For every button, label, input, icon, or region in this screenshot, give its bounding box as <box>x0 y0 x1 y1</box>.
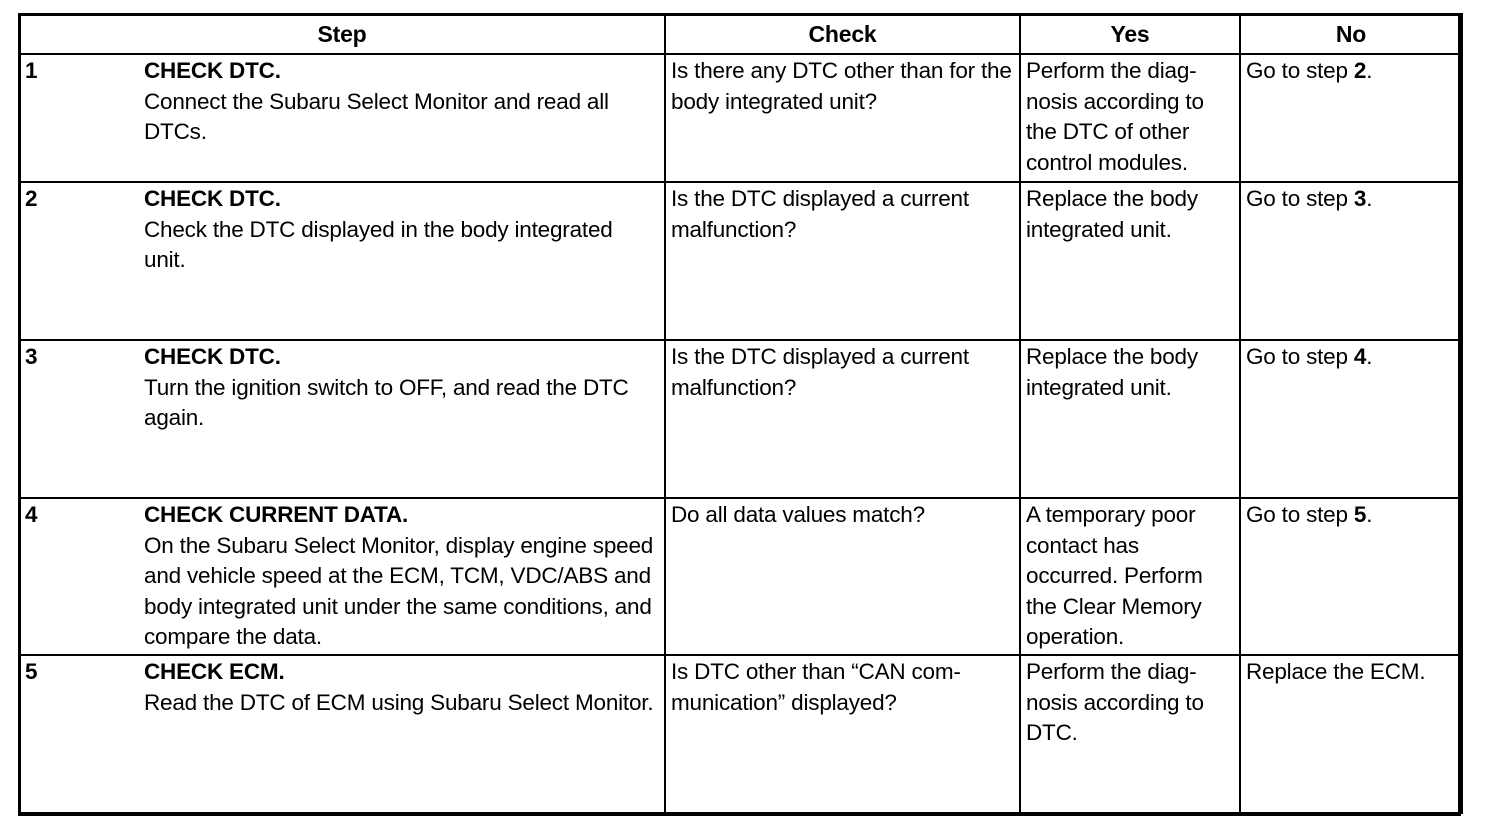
no-step-number: 2 <box>1353 58 1367 83</box>
no-step-number: 4 <box>1353 344 1367 369</box>
no-text <box>1241 183 1461 215</box>
yes-text: A temporary poor contact has occurred. Perform the Clear Memory operation. <box>1026 502 1203 649</box>
no-text <box>1241 341 1461 373</box>
step-instruction: On the Subaru Select Monitor, display engine speed and vehicle speed at the ECM, TCM, VDC/ABS and body integrated unit under the same conditions, and compare the data. <box>144 532 654 649</box>
yes-cell <box>1020 498 1240 655</box>
header-yes: Yes <box>1020 14 1240 54</box>
diagnosis-table <box>18 13 1463 814</box>
step-instruction: Connect the Subaru Select Monitor and read all DTCs. <box>144 88 609 144</box>
header-row <box>19 14 1462 54</box>
step-title: CHECK DTC. <box>144 344 281 369</box>
no-cell <box>1240 54 1462 182</box>
check-text: Is DTC other than “CAN com-munication” displayed? <box>671 659 961 715</box>
step-instruction: Check the DTC displayed in the body integrated unit. <box>144 216 613 272</box>
step-instruction: Turn the ignition switch to OFF, and read the DTC again. <box>144 374 629 430</box>
no-prefix: Replace the ECM. <box>1246 659 1426 684</box>
step-number: 2 <box>25 186 38 211</box>
no-text <box>1241 499 1461 531</box>
check-text: Is the DTC displayed a current malfunction? <box>671 186 969 242</box>
step-instruction: Read the DTC of ECM using Subaru Select Monitor. <box>144 689 654 715</box>
no-suffix: . <box>1366 186 1373 211</box>
table-row <box>19 340 1462 498</box>
table-row <box>19 498 1462 655</box>
check-cell <box>665 182 1020 340</box>
yes-text: Perform the diag-nosis according to DTC. <box>1026 659 1204 745</box>
no-step-number: 5 <box>1353 502 1367 527</box>
step-title: CHECK CURRENT DATA. <box>144 502 409 527</box>
step-cell <box>19 54 665 182</box>
step-number: 4 <box>25 502 38 527</box>
no-cell <box>1240 182 1462 340</box>
step-cell <box>19 340 665 498</box>
table-row <box>19 54 1462 182</box>
step-number: 1 <box>25 58 38 83</box>
yes-cell <box>1020 340 1240 498</box>
check-text: Is there any DTC other than for the body integrated unit? <box>671 58 1012 114</box>
no-text <box>1241 656 1461 688</box>
no-cell <box>1240 498 1462 655</box>
step-cell <box>19 182 665 340</box>
no-cell <box>1240 340 1462 498</box>
step-title: CHECK DTC. <box>144 186 281 211</box>
check-text: Is the DTC displayed a current malfunction? <box>671 344 969 400</box>
yes-cell <box>1020 655 1240 813</box>
check-cell <box>665 498 1020 655</box>
table-row <box>19 655 1462 813</box>
header-check: Check <box>665 14 1020 54</box>
step-number: 5 <box>25 659 38 684</box>
header-no: No <box>1240 14 1462 54</box>
no-suffix: . <box>1366 344 1373 369</box>
check-cell <box>665 54 1020 182</box>
no-prefix: Go to step <box>1246 186 1354 211</box>
check-text: Do all data values match? <box>671 502 925 527</box>
no-prefix: Go to step <box>1246 502 1354 527</box>
step-title: CHECK ECM. <box>144 659 285 684</box>
no-suffix: . <box>1366 58 1373 83</box>
step-cell <box>19 655 665 813</box>
check-cell <box>665 340 1020 498</box>
no-step-number: 3 <box>1353 186 1367 211</box>
table-row <box>19 182 1462 340</box>
yes-cell <box>1020 54 1240 182</box>
yes-cell <box>1020 182 1240 340</box>
step-title: CHECK DTC. <box>144 58 281 83</box>
no-prefix: Go to step <box>1246 58 1354 83</box>
yes-text: Replace the body integrated unit. <box>1026 186 1198 242</box>
step-number: 3 <box>25 344 38 369</box>
no-suffix: . <box>1366 502 1373 527</box>
no-prefix: Go to step <box>1246 344 1354 369</box>
yes-text: Perform the diag-nosis according to the DTC of other control modules. <box>1026 58 1204 175</box>
no-cell <box>1240 655 1462 813</box>
yes-text: Replace the body integrated unit. <box>1026 344 1198 400</box>
header-step: Step <box>19 14 665 54</box>
step-cell <box>19 498 665 655</box>
check-cell <box>665 655 1020 813</box>
no-text <box>1241 55 1461 87</box>
